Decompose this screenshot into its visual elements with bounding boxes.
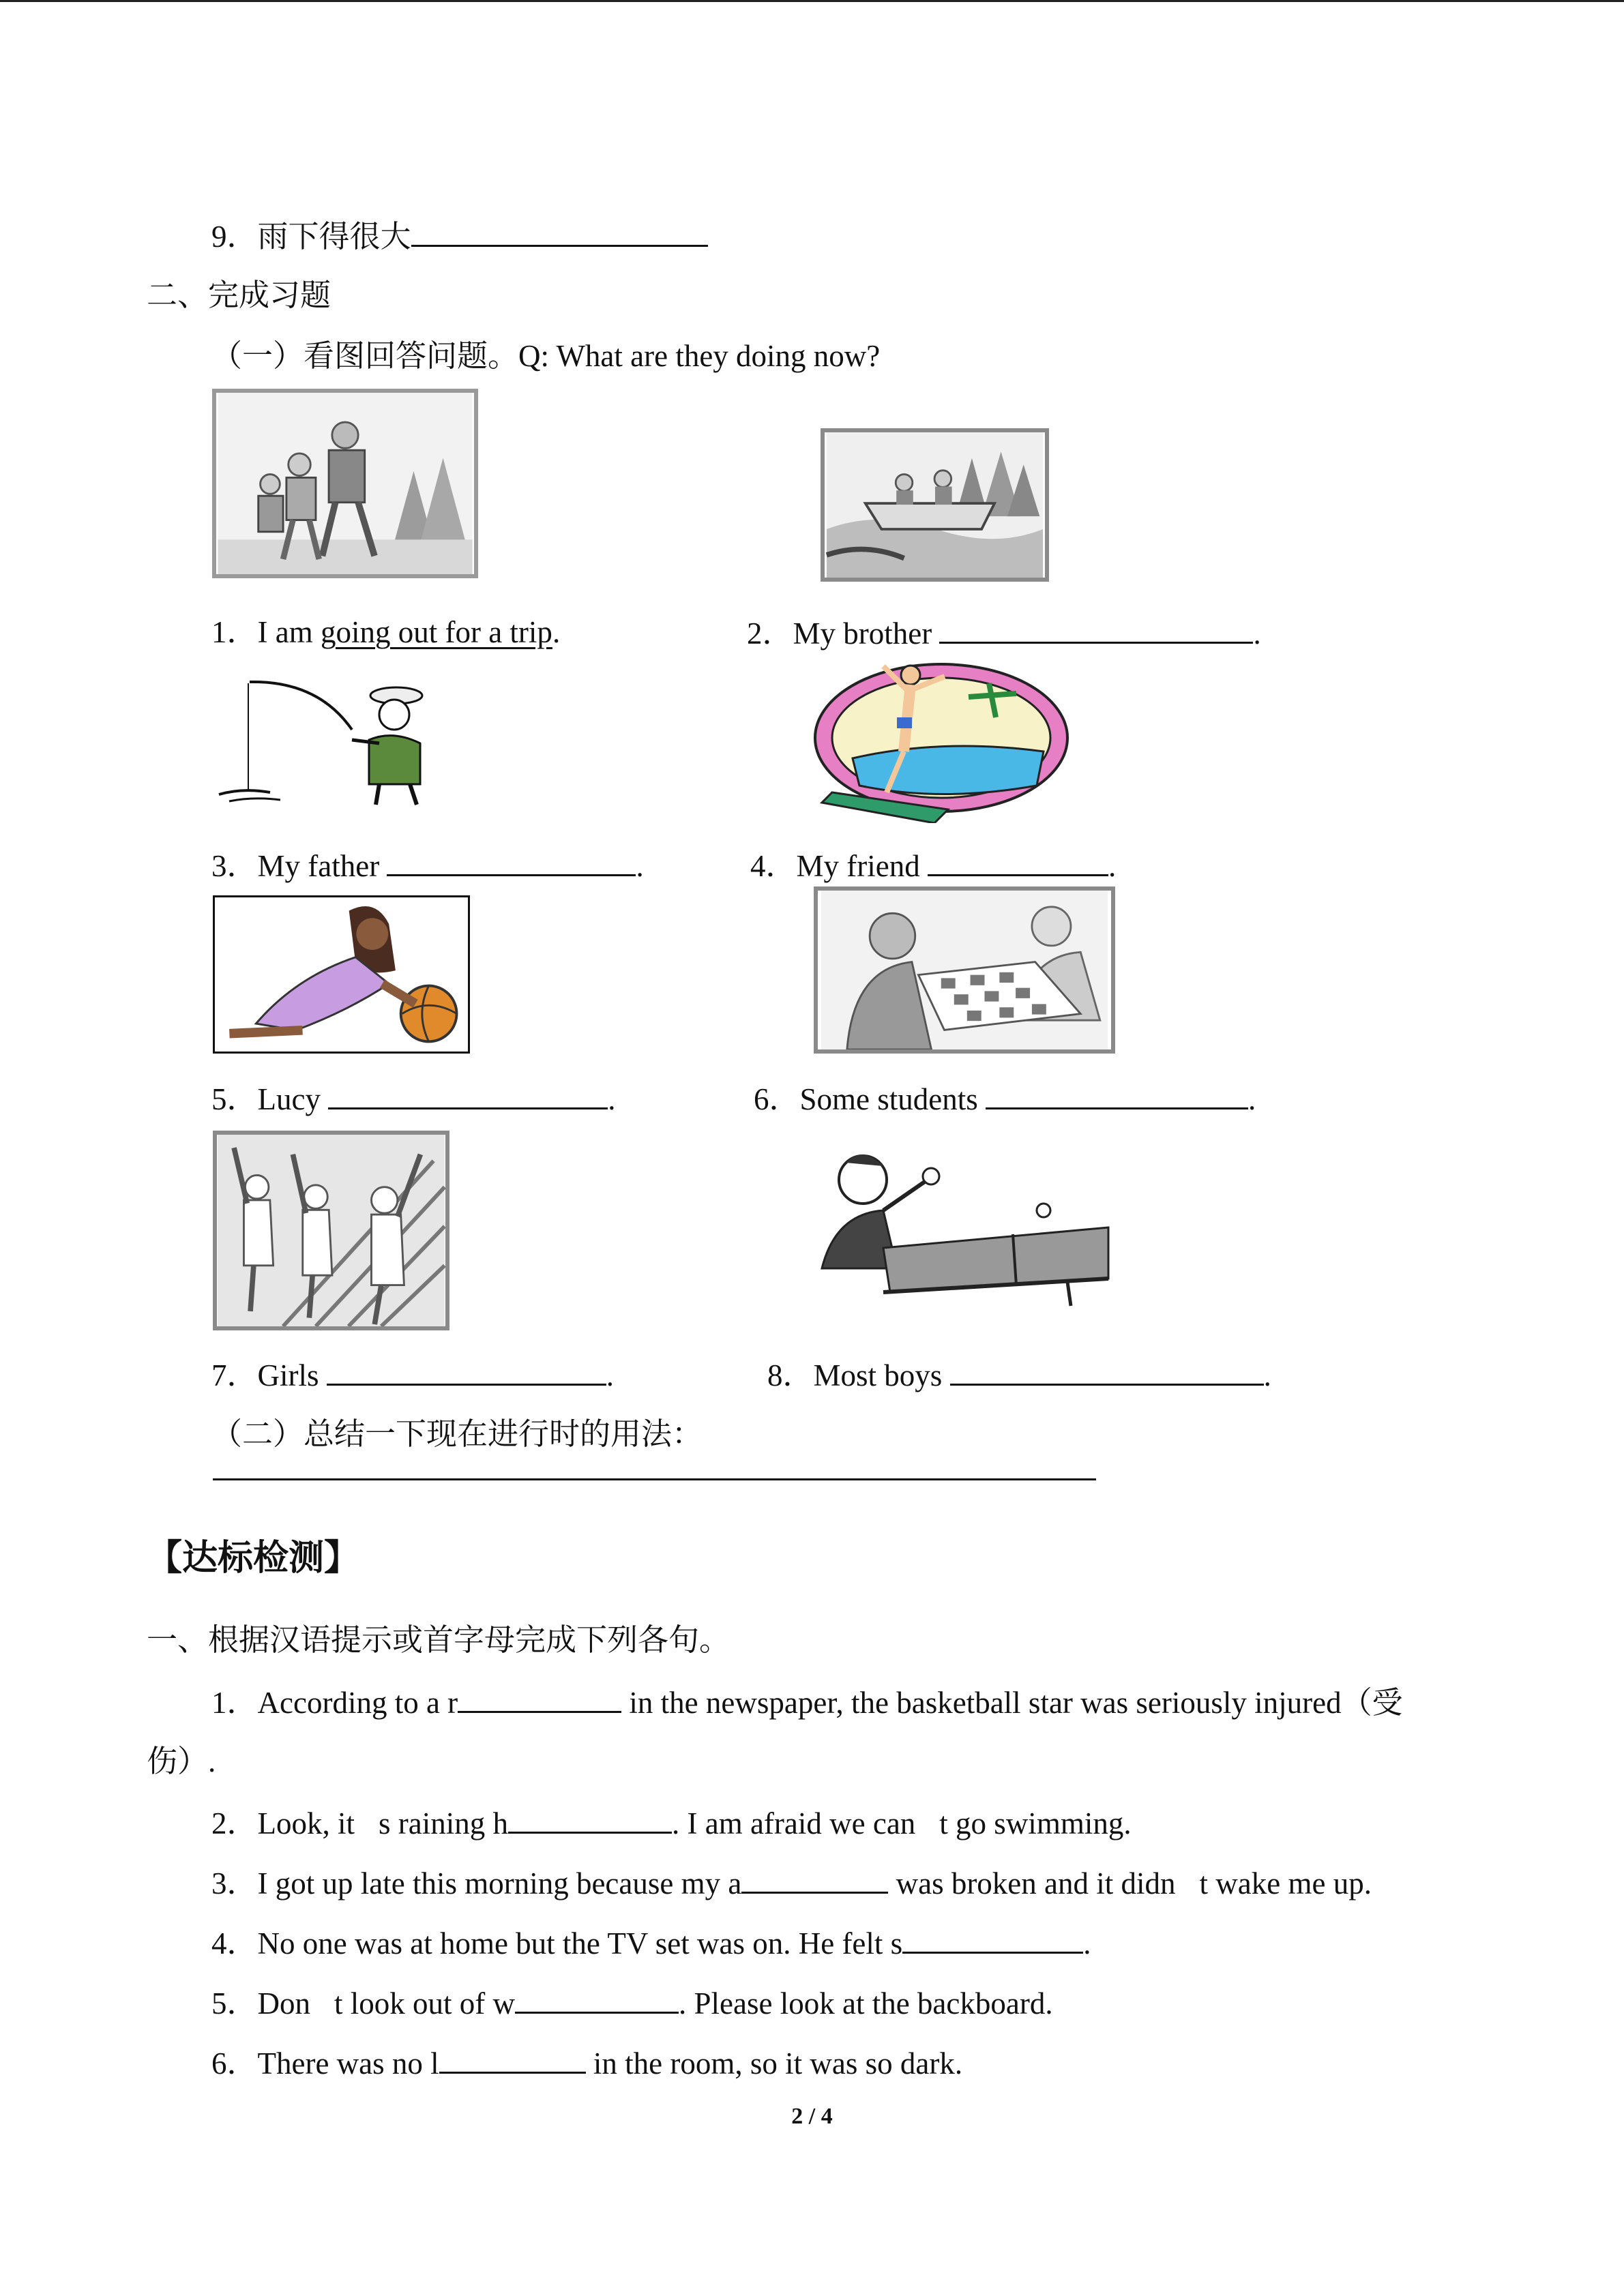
answer-blank[interactable]: [411, 215, 708, 247]
item-period: .: [1108, 849, 1117, 883]
item-text: . Please look at the backboard.: [679, 1986, 1053, 2021]
item-prompt: My father: [257, 849, 387, 883]
test-item-3: [211, 1862, 1372, 1904]
answer-blank[interactable]: [986, 1077, 1248, 1109]
item-text: in the room, so it was so dark.: [585, 2046, 963, 2081]
picture-item-2: [747, 612, 1261, 654]
item-text: No one was at home but the TV set was on. He felt s: [257, 1926, 903, 1960]
item-prompt: Lucy: [257, 1082, 329, 1116]
item-number: 5．: [211, 1082, 258, 1116]
item-period: .: [552, 615, 561, 649]
item-prompt: My friend: [796, 849, 928, 883]
item-text: 雨下得很大: [257, 220, 411, 254]
item-number: 5．: [211, 1986, 258, 2021]
picture-ping-pong: [808, 1146, 1115, 1309]
item-number: 6．: [754, 1082, 800, 1116]
picture-item-1: [211, 612, 560, 653]
picture-fishing: [216, 675, 441, 811]
test-item-1: [211, 1681, 1403, 1723]
picture-chess: [814, 886, 1115, 1054]
item-text: .: [1083, 1926, 1091, 1960]
picture-hikers: [212, 389, 478, 578]
example-answer: going out for a trip: [320, 615, 552, 649]
item-prompt: I am: [257, 615, 321, 649]
answer-blank[interactable]: [328, 1077, 608, 1109]
prev-item-9: [211, 215, 708, 257]
test-item-6: [211, 2042, 962, 2084]
answer-blank[interactable]: [928, 844, 1108, 876]
item-prompt: Most boys: [813, 1358, 950, 1392]
item-number: 4．: [211, 1926, 258, 1960]
picture-item-5: [211, 1077, 615, 1120]
answer-blank[interactable]: [508, 1802, 672, 1834]
page-top-border: [0, 0, 1624, 2]
test-item-1-continued: 伤）.: [147, 1744, 216, 1778]
item-number: 2．: [747, 616, 793, 651]
answer-blank[interactable]: [458, 1681, 621, 1713]
item-text: I got up late this morning because my a: [257, 1866, 742, 1900]
section-test-heading: 【达标检测】: [147, 1538, 360, 1579]
item-text: Don t look out of w: [257, 1986, 516, 2021]
item-prompt: Girls: [257, 1358, 327, 1392]
test-item-2: [211, 1802, 1132, 1844]
answer-blank[interactable]: [950, 1354, 1264, 1386]
answer-blank[interactable]: [902, 1922, 1083, 1954]
item-text: According to a r: [257, 1686, 458, 1720]
picture-swimming: [812, 656, 1071, 823]
picture-item-3: [211, 844, 644, 886]
test-one-heading: 一、根据汉语提示或首字母完成下列各句。: [147, 1623, 730, 1657]
answer-blank[interactable]: [387, 844, 636, 876]
item-number: 6．: [211, 2046, 258, 2081]
answer-blank[interactable]: [741, 1862, 888, 1894]
item-number: 4．: [750, 849, 797, 883]
answer-blank[interactable]: [439, 2042, 586, 2074]
picture-basketball: [213, 895, 470, 1054]
picture-item-7: [211, 1354, 614, 1396]
picture-item-4: [750, 844, 1116, 886]
section-two-heading: 二、完成习题: [147, 278, 331, 312]
summary-answer-line[interactable]: [213, 1478, 1096, 1480]
item-number: 1．: [211, 615, 258, 649]
picture-boating: [821, 428, 1049, 582]
item-period: .: [1263, 1358, 1271, 1392]
item-period: .: [608, 1082, 616, 1116]
answer-blank[interactable]: [327, 1354, 606, 1386]
item-text: There was no l: [257, 2046, 439, 2081]
item-text: . I am afraid we can t go swimming.: [672, 1806, 1132, 1840]
item-number: 7．: [211, 1358, 258, 1392]
item-period: .: [606, 1358, 615, 1392]
test-item-5: [211, 1982, 1053, 2024]
item-text: was broken and it didn t wake me up.: [888, 1866, 1372, 1900]
item-number: 8．: [767, 1358, 814, 1392]
picture-dancing: [213, 1131, 449, 1330]
item-prompt: Some students: [799, 1082, 986, 1116]
item-number: 2．: [211, 1806, 258, 1840]
answer-blank[interactable]: [515, 1982, 679, 2014]
item-number: 9．: [211, 220, 258, 254]
part-one-heading: （一）看图回答问题。Q: What are they doing now?: [211, 339, 881, 373]
item-number: 3．: [211, 1866, 258, 1900]
item-prompt: My brother: [793, 616, 940, 651]
page-number: 2 / 4: [791, 2104, 833, 2129]
test-item-4: [211, 1922, 1091, 1964]
item-text: Look, it s raining h: [257, 1806, 508, 1840]
item-period: .: [636, 849, 644, 883]
item-period: .: [1253, 616, 1261, 651]
item-period: .: [1248, 1082, 1256, 1116]
answer-blank[interactable]: [939, 612, 1253, 644]
item-number: 3．: [211, 849, 258, 883]
picture-item-6: [754, 1077, 1256, 1120]
item-text: in the newspaper, the basketball star was seriously injured（受: [621, 1686, 1403, 1720]
item-number: 1．: [211, 1686, 258, 1720]
picture-item-8: [767, 1354, 1271, 1396]
part-two-heading: （二）总结一下现在进行时的用法：: [211, 1417, 703, 1451]
